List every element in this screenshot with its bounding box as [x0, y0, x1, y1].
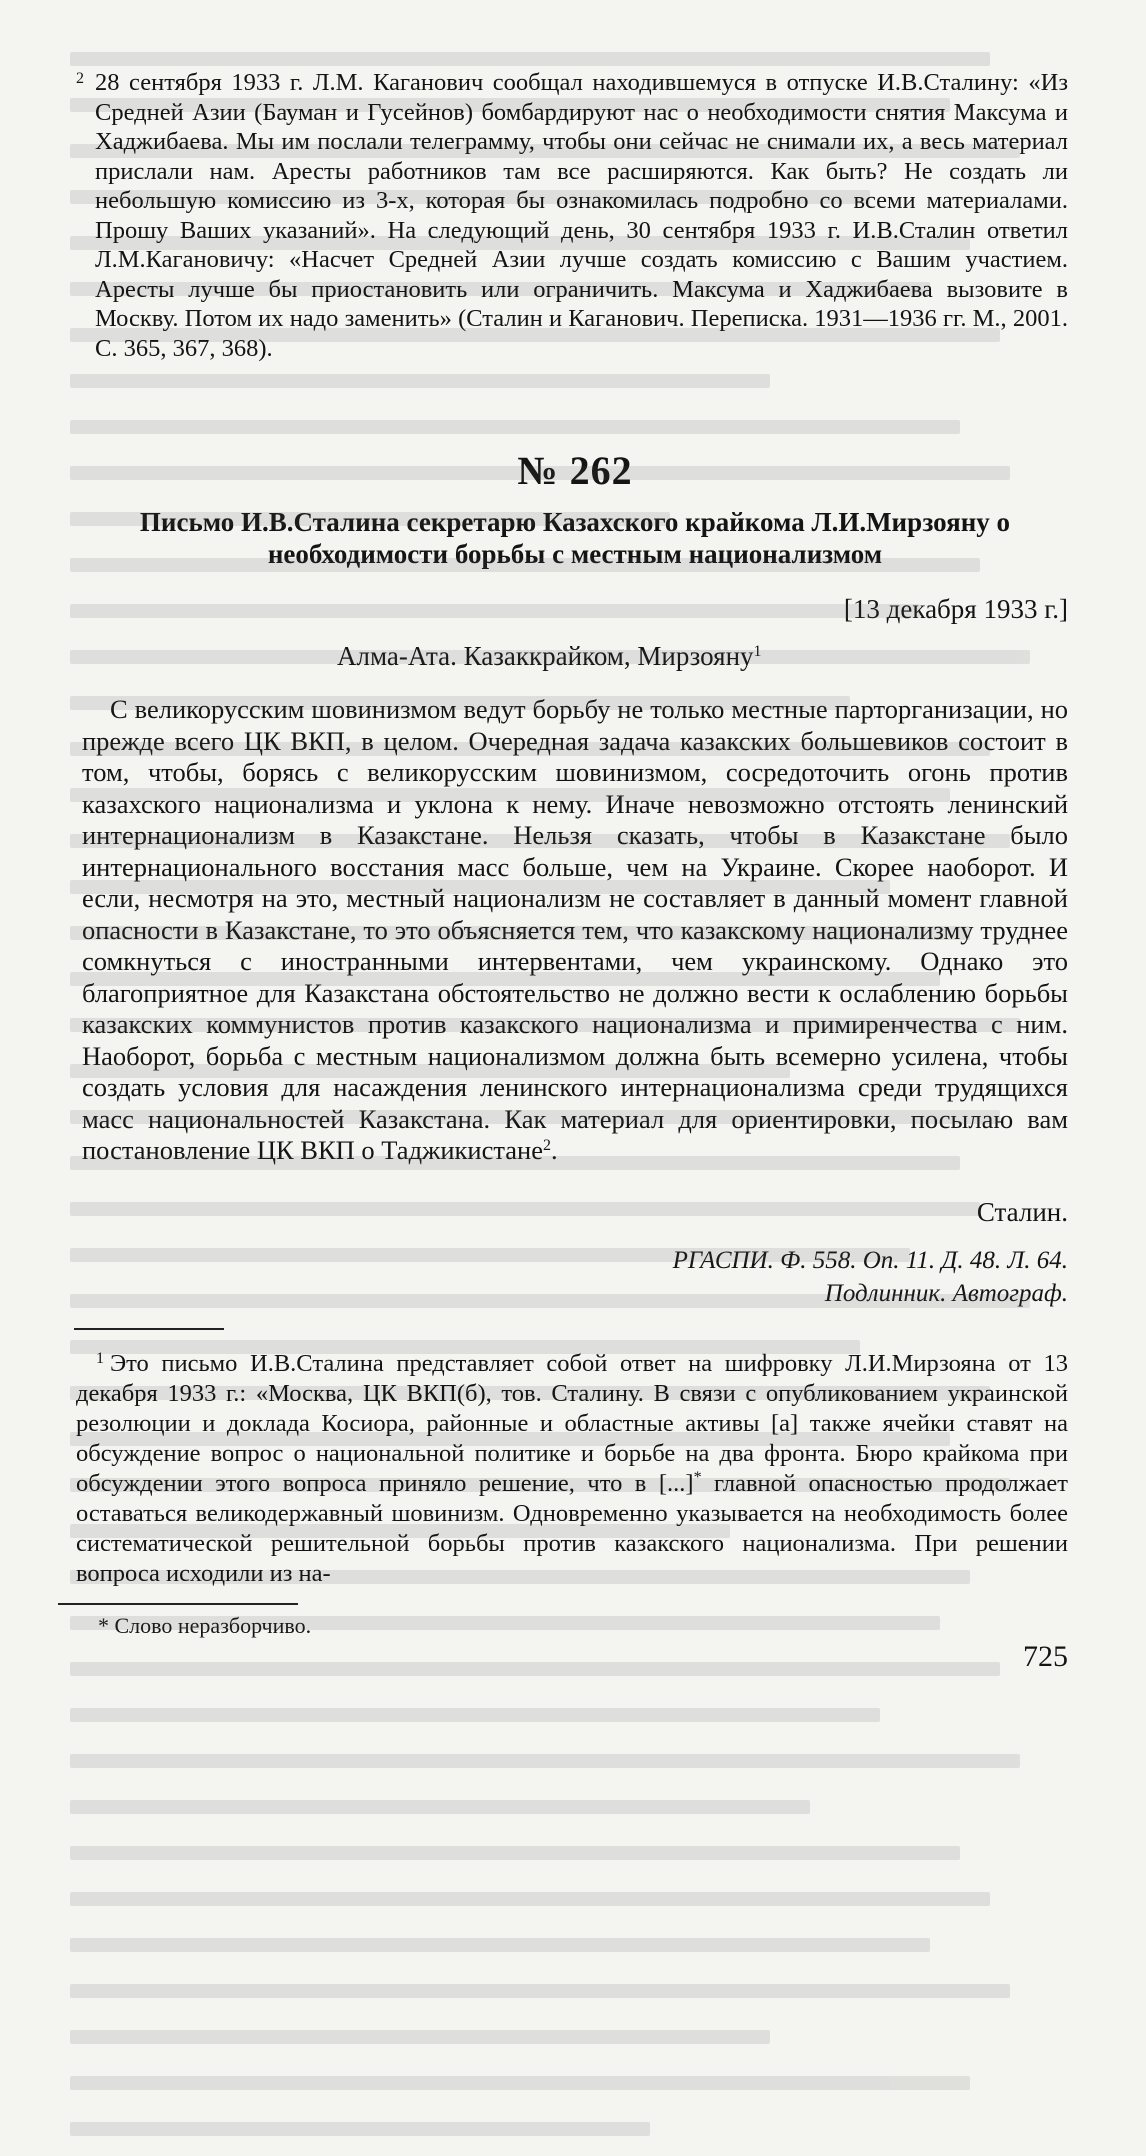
sub-footnote-divider [58, 1603, 298, 1605]
document-title: Письмо И.В.Сталина секретарю Казахского крайкома Л.И.Мирзояну о необходимости борьбы с местным национализмом [139, 507, 1011, 569]
footnote-bottom [76, 1344, 1068, 1589]
addressee-footnote-ref: 1 [753, 643, 762, 660]
footnote-bottom-mark: 1 [96, 1349, 104, 1367]
footnote-star-text: Слово неразборчиво. [114, 1612, 312, 1638]
archive-ref: РГАСПИ. Ф. 558. Оп. 11. Д. 48. Л. 64. [672, 1246, 1068, 1274]
letter-body-text: С великорусским шовинизмом ведут борьбу не только местные парторганизации, но прежде всего ЦК ВКП, в целом. Очередная задача казакских большевиков состоит в том, чтобы, борясь с великорусским шовинизмом, сосредоточить огонь против казахского национализма и уклона к нему. Иначе невозможно отстоять ленинский интернационализм в Казакстане. Нельзя сказать, чтобы в Казакстане было интернационального восстания масс больше, чем на Украине. Скорее наоборот. И если, несмотря на это, местный национализм не составляет в данный момент главной опасности в Казакстане, то это объясняется тем, что казакскому национализму труднее сомкнуться с иностранными интервентами, чем украинскому. Однако это благоприятное для Казакстана обстоятельство не должно вести к ослаблению борьбы казакских коммунистов против казакского национализма и примиренчества с ним. Наоборот, борьба с местным национализмом должна быть всемерно усилена, чтобы создать условия для насаждения ленинского интернационализма среди трудящихся масс национальностей Казакстана. Как материал для ориентировки, посылаю вам постановление ЦК ВКП о Таджикистане [82, 694, 1068, 1165]
body-footnote-ref: 2 [542, 1137, 551, 1154]
archive-reference [82, 1244, 1068, 1310]
letter-body [82, 694, 1068, 1167]
document-date: [13 декабря 1933 г.] [843, 594, 1068, 624]
footnote-top [76, 68, 1068, 363]
document-number: № 262 [517, 448, 633, 493]
footnote-bottom-text-1: Это письмо И.В.Сталина представляет собой ответ на шифровку Л.И.Мирзояна от 13 декабря 1933 г.: «Москва, ЦК ВКП(б), тов. Сталину. В связи с опубликованием украинской резолюции и доклада Косиора, районные и областные активы [а] также ячейки ставят на обсуждение вопрос о национальной политике и борьбе на два фронта. Бюро крайкома при обсуждении этого вопроса приняло решение, что в [...] [76, 1349, 1068, 1497]
letter-body-end: . [550, 1135, 558, 1165]
footnote-star [78, 1613, 1068, 1639]
footnote-star-mark: * [98, 1612, 109, 1638]
footnote-top-text: 28 сентября 1933 г. Л.М. Каганович сообщал находившемуся в отпуске И.В.Сталину: «Из Средней Азии (Бауман и Гусейнов) бомбардируют нас о необходимости снятия Максума и Хаджибаева. Мы им послали телеграмму, чтобы они сейчас не снимали их, а весь материал прислали нам. Аресты работников там все расширяются. Как быть? Не создать ли небольшую комиссию из 3-х, которая бы ознакомилась подробно со всеми материалами. Прошу Ваших указаний». На следующий день, 30 сентября 1933 г. И.В.Сталин ответил Л.М.Кагановичу: «Насчет Средней Азии лучше создать комиссию с Вашим участием. Аресты лучше бы приостановить или ограничить. Максума и Хаджибаева вызовите в Москву. Потом их надо заменить» (Сталин и Каганович. Переписка. 1931—1936 гг. М., 2001. С. 365, 367, 368). [95, 69, 1068, 362]
addressee [82, 641, 1068, 672]
archive-type: Подлинник. Автограф. [824, 1279, 1068, 1307]
page-number: 725 [1023, 1640, 1068, 1673]
signature: Сталин. [976, 1196, 1068, 1227]
footnote-top-mark: 2 [76, 70, 84, 87]
footnote-divider [74, 1328, 224, 1330]
footnote-bottom-star: * [693, 1468, 702, 1486]
footnote-bottom-text-2: главной опасностью продолжает оставаться великодержавный шовинизм. Одновременно указывается на необходимость более систематической решительной борьбы против казакского национализма. При решении вопроса исходили из на- [76, 1469, 1068, 1587]
addressee-text: Алма-Ата. Казаккрайком, Мирзояну [337, 641, 754, 671]
